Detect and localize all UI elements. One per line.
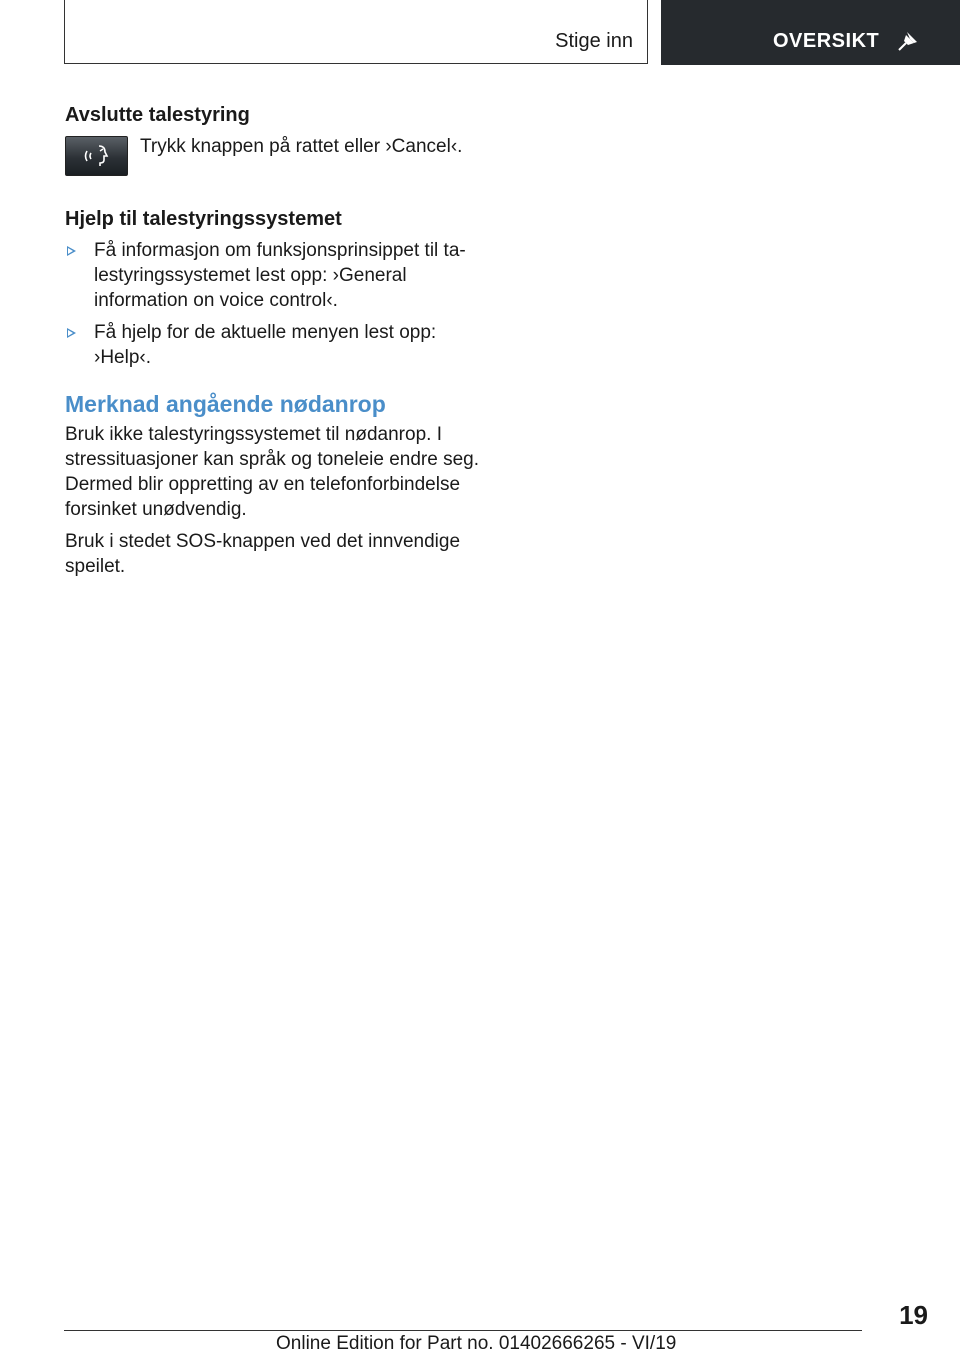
end-voice-row — [65, 134, 485, 176]
end-voice-text: Trykk knappen på rattet eller ›Cancel‹. — [140, 136, 463, 157]
page-number: 19 — [899, 1300, 928, 1330]
list-item: Få informasjon om funksjonsprinsippet til ta‐ lestyringssystemet lest opp: ›General information on voice control‹. — [65, 238, 485, 313]
header-chapter-bar[interactable] — [661, 0, 960, 65]
section-label[interactable]: Stige inn — [555, 30, 633, 52]
pin-icon — [897, 30, 919, 52]
help-list — [65, 238, 485, 370]
heading-end-voice: Avslutte talestyring — [65, 104, 250, 126]
heading-emergency: Merknad angående nødanrop — [65, 391, 386, 417]
footer-edition: Online Edition for Part no. 01402666265 - VI/19 — [276, 1333, 677, 1354]
chapter-label[interactable]: OVERSIKT — [773, 30, 880, 52]
footer-divider — [64, 1330, 862, 1331]
emergency-paragraph-1: Bruk ikke talestyringssystemet til nødanrop. I stressituasjoner kan språk og toneleie endre seg. Dermed blir oppretting av en telefonforbindelse forsinket unødvendig. — [65, 424, 480, 520]
bullet-triangle-icon — [67, 328, 76, 338]
bullet-triangle-icon — [67, 246, 76, 256]
header-section-box — [64, 0, 648, 64]
heading-help: Hjelp til talestyringssystemet — [65, 208, 342, 230]
emergency-paragraph-2: Bruk i stedet SOS-knappen ved det innvendige speilet. — [65, 531, 461, 577]
list-item: Få hjelp for de aktuelle menyen lest opp: ›Help‹. — [65, 320, 485, 370]
voice-control-button-icon — [65, 136, 128, 176]
page-content — [65, 100, 485, 579]
speech-icon — [84, 143, 112, 169]
